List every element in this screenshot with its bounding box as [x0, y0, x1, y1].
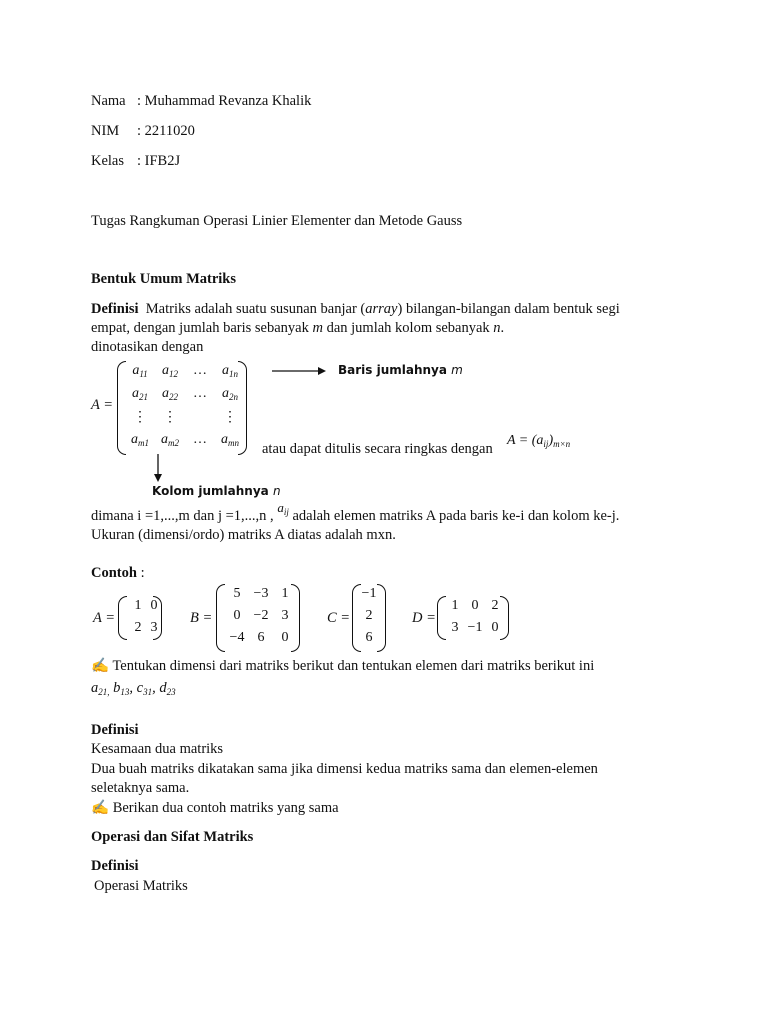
arrow-right-icon: [272, 365, 326, 377]
general-matrix: [117, 361, 247, 455]
matrix-B: [216, 584, 300, 652]
general-matrix-cell: ⋮: [163, 410, 177, 425]
mA-cell: 0: [150, 598, 158, 613]
matrix-D-label: D =: [412, 610, 436, 626]
nim-label: NIM: [91, 123, 120, 139]
general-matrix-cell: ⋮: [223, 410, 237, 425]
kelas-line: [91, 153, 180, 170]
matrix-A-label: A =: [93, 610, 116, 626]
mA-cell: 3: [150, 620, 158, 635]
kolom-label: Kolom jumlahnya n: [152, 484, 281, 498]
ukuran-line: Ukuran (dimensi/ordo) matriks A diatas adalah mxn.: [91, 527, 396, 543]
mB-cell: 3: [281, 608, 289, 623]
mD-cell: 0: [491, 620, 499, 635]
mB-cell: −4: [229, 630, 245, 645]
nim-line: [91, 123, 195, 140]
general-matrix-cell: $a_{1n}$: [222, 363, 238, 379]
mD-cell: 3: [451, 620, 459, 635]
mD-cell: 0: [471, 598, 479, 613]
mB-cell: 1: [281, 586, 289, 601]
contoh-task: ✍ Tentukan dimensi dari matriks berikut dan tentukan elemen dari matriks berikut ini: [91, 658, 595, 674]
section-heading-operasi: Operasi dan Sifat Matriks: [91, 829, 254, 845]
mD-cell: 2: [491, 598, 499, 613]
operasi-matriks-text: Operasi Matriks: [94, 878, 188, 894]
ringkas-formula: $A = (a_{ij})_{m\times n}$: [507, 433, 571, 449]
definisi-2-label: Definisi: [91, 722, 139, 738]
aij-symbol: $a_{ij}$: [277, 500, 289, 517]
mB-cell: −2: [253, 608, 269, 623]
contoh-elements: $a_{21,}$ $b_{13}$, $c_{31}$, $d_{23}$: [91, 680, 176, 697]
arrow-down-icon: [152, 454, 164, 482]
mB-cell: 6: [257, 630, 265, 645]
A-equals-label: A =: [91, 397, 114, 413]
mD-cell: 1: [451, 598, 459, 613]
mA-cell: 1: [134, 598, 142, 613]
dimana-line: dimana i =1,...,m dan j =1,...,n , $a_{ij}$ adalah elemen matriks A pada baris ke-i dan kolom ke-j.: [91, 500, 620, 524]
general-matrix-cell: $a_{22}$: [162, 386, 178, 402]
kelas-label: Kelas: [91, 153, 125, 169]
mC-cell: 6: [365, 630, 373, 645]
mB-cell: 5: [233, 586, 241, 601]
general-matrix-cell: $a_{m2}$: [161, 432, 179, 448]
matrix-C-label: C =: [327, 610, 351, 626]
dinotasikan-text: dinotasikan dengan: [91, 339, 204, 355]
kesamaan-task: ✍ Berikan dua contoh matriks yang sama: [91, 800, 339, 816]
writing-hand-icon: ✍: [91, 658, 110, 674]
mC-cell: 2: [365, 608, 373, 623]
section-heading-bentuk-umum: Bentuk Umum Matriks: [91, 271, 237, 287]
contoh-label: Contoh :: [91, 565, 145, 581]
writing-hand-icon: ✍: [91, 800, 110, 816]
mB-cell: 0: [233, 608, 241, 623]
general-matrix-cell: $a_{m1}$: [131, 432, 149, 448]
mD-cell: −1: [467, 620, 483, 635]
nim-value: : 2211020: [137, 123, 195, 139]
matrix-A: [118, 596, 162, 640]
matrix-C: [352, 584, 386, 652]
document-title: Tugas Rangkuman Operasi Linier Elementer dan Metode Gauss: [91, 213, 463, 229]
definisi-label: Definisi: [91, 301, 139, 317]
general-matrix-cell: $a_{2n}$: [222, 386, 238, 402]
definition-line-1: Definisi Matriks adalah suatu susunan banjar (array) bilangan-bilangan dalam bentuk segi: [91, 301, 620, 317]
mB-cell: 0: [281, 630, 289, 645]
definition-line-2: empat, dengan jumlah baris sebanyak m dan jumlah kolom sebanyak n.: [91, 320, 505, 336]
general-matrix-cell: $a_{12}$: [162, 363, 178, 379]
baris-label: Baris jumlahnya m: [338, 363, 463, 377]
nama-label: Nama: [91, 93, 126, 109]
kelas-value: : IFB2J: [137, 153, 181, 169]
mB-cell: −3: [253, 586, 269, 601]
ringkas-text: atau dapat ditulis secara ringkas dengan: [262, 441, 493, 457]
nama-value: : Muhammad Revanza Khalik: [137, 93, 312, 109]
general-matrix-cell: …: [193, 432, 207, 447]
nama-line: [91, 93, 311, 110]
general-matrix-cell: …: [193, 363, 207, 378]
general-matrix-cell: $a_{11}$: [132, 363, 148, 379]
kesamaan-title: Kesamaan dua matriks: [91, 741, 224, 757]
kesamaan-text-2: seletaknya sama.: [91, 780, 190, 796]
mA-cell: 2: [134, 620, 142, 635]
general-matrix-cell: $a_{mn}$: [221, 432, 239, 448]
kesamaan-text-1: Dua buah matriks dikatakan sama jika dimensi kedua matriks sama dan elemen-elemen: [91, 761, 598, 777]
matrix-B-label: B =: [190, 610, 213, 626]
mC-cell: −1: [361, 586, 377, 601]
matrix-D: [437, 596, 509, 640]
definisi-3-label: Definisi: [91, 858, 139, 874]
general-matrix-cell: …: [193, 386, 207, 401]
general-matrix-cell: ⋮: [133, 410, 147, 425]
general-matrix-cell: $a_{21}$: [132, 386, 148, 402]
